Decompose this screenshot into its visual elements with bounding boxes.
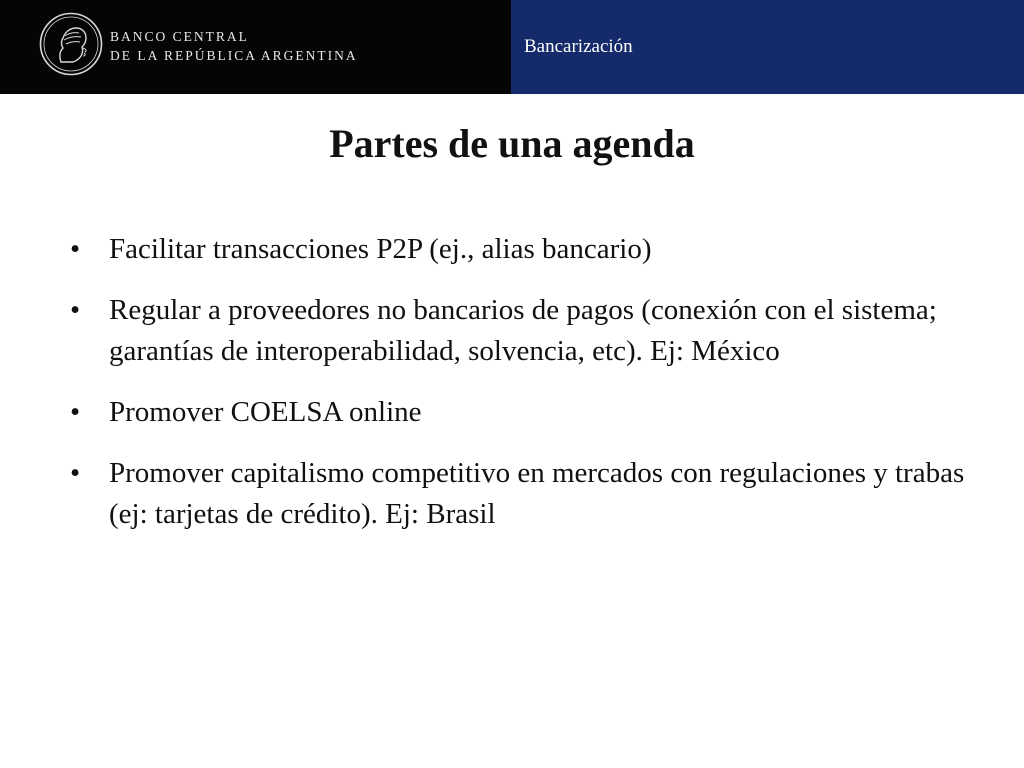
slide-header [0,0,1024,94]
bank-name-line2: DE LA REPÚBLICA ARGENTINA [110,48,358,63]
bank-name-line1: BANCO CENTRAL [110,29,249,44]
bullet-list [70,229,970,555]
bullet-text: Promover COELSA online [109,396,422,428]
bullet-text: Facilitar transacciones P2P (ej., alias bancario) [109,233,652,265]
slide-title: Partes de una agenda [329,121,695,166]
section-label: Bancarización [524,36,633,57]
bullet-dot-icon: • [70,396,81,428]
bullet-item [70,229,970,270]
header-section-panel [511,0,1024,94]
bank-name [110,27,358,65]
bullet-dot-icon: • [70,294,81,326]
bullet-text: Regular a proveedores no bancarios de pagos (conexión con el sistema; garantías de interoperabilidad, solvencia, etc). Ej: México [109,294,937,367]
bullet-item [70,453,970,535]
bcra-seal-icon [39,12,103,76]
bullet-dot-icon: • [70,457,81,489]
bullet-text: Promover capitalismo competitivo en mercados con regulaciones y trabas (ej: tarjetas de crédito). Ej: Brasil [109,457,965,530]
bullet-item [70,392,970,433]
bullet-item [70,290,970,372]
bullet-dot-icon: • [70,233,81,265]
header-logo-panel [0,0,511,94]
